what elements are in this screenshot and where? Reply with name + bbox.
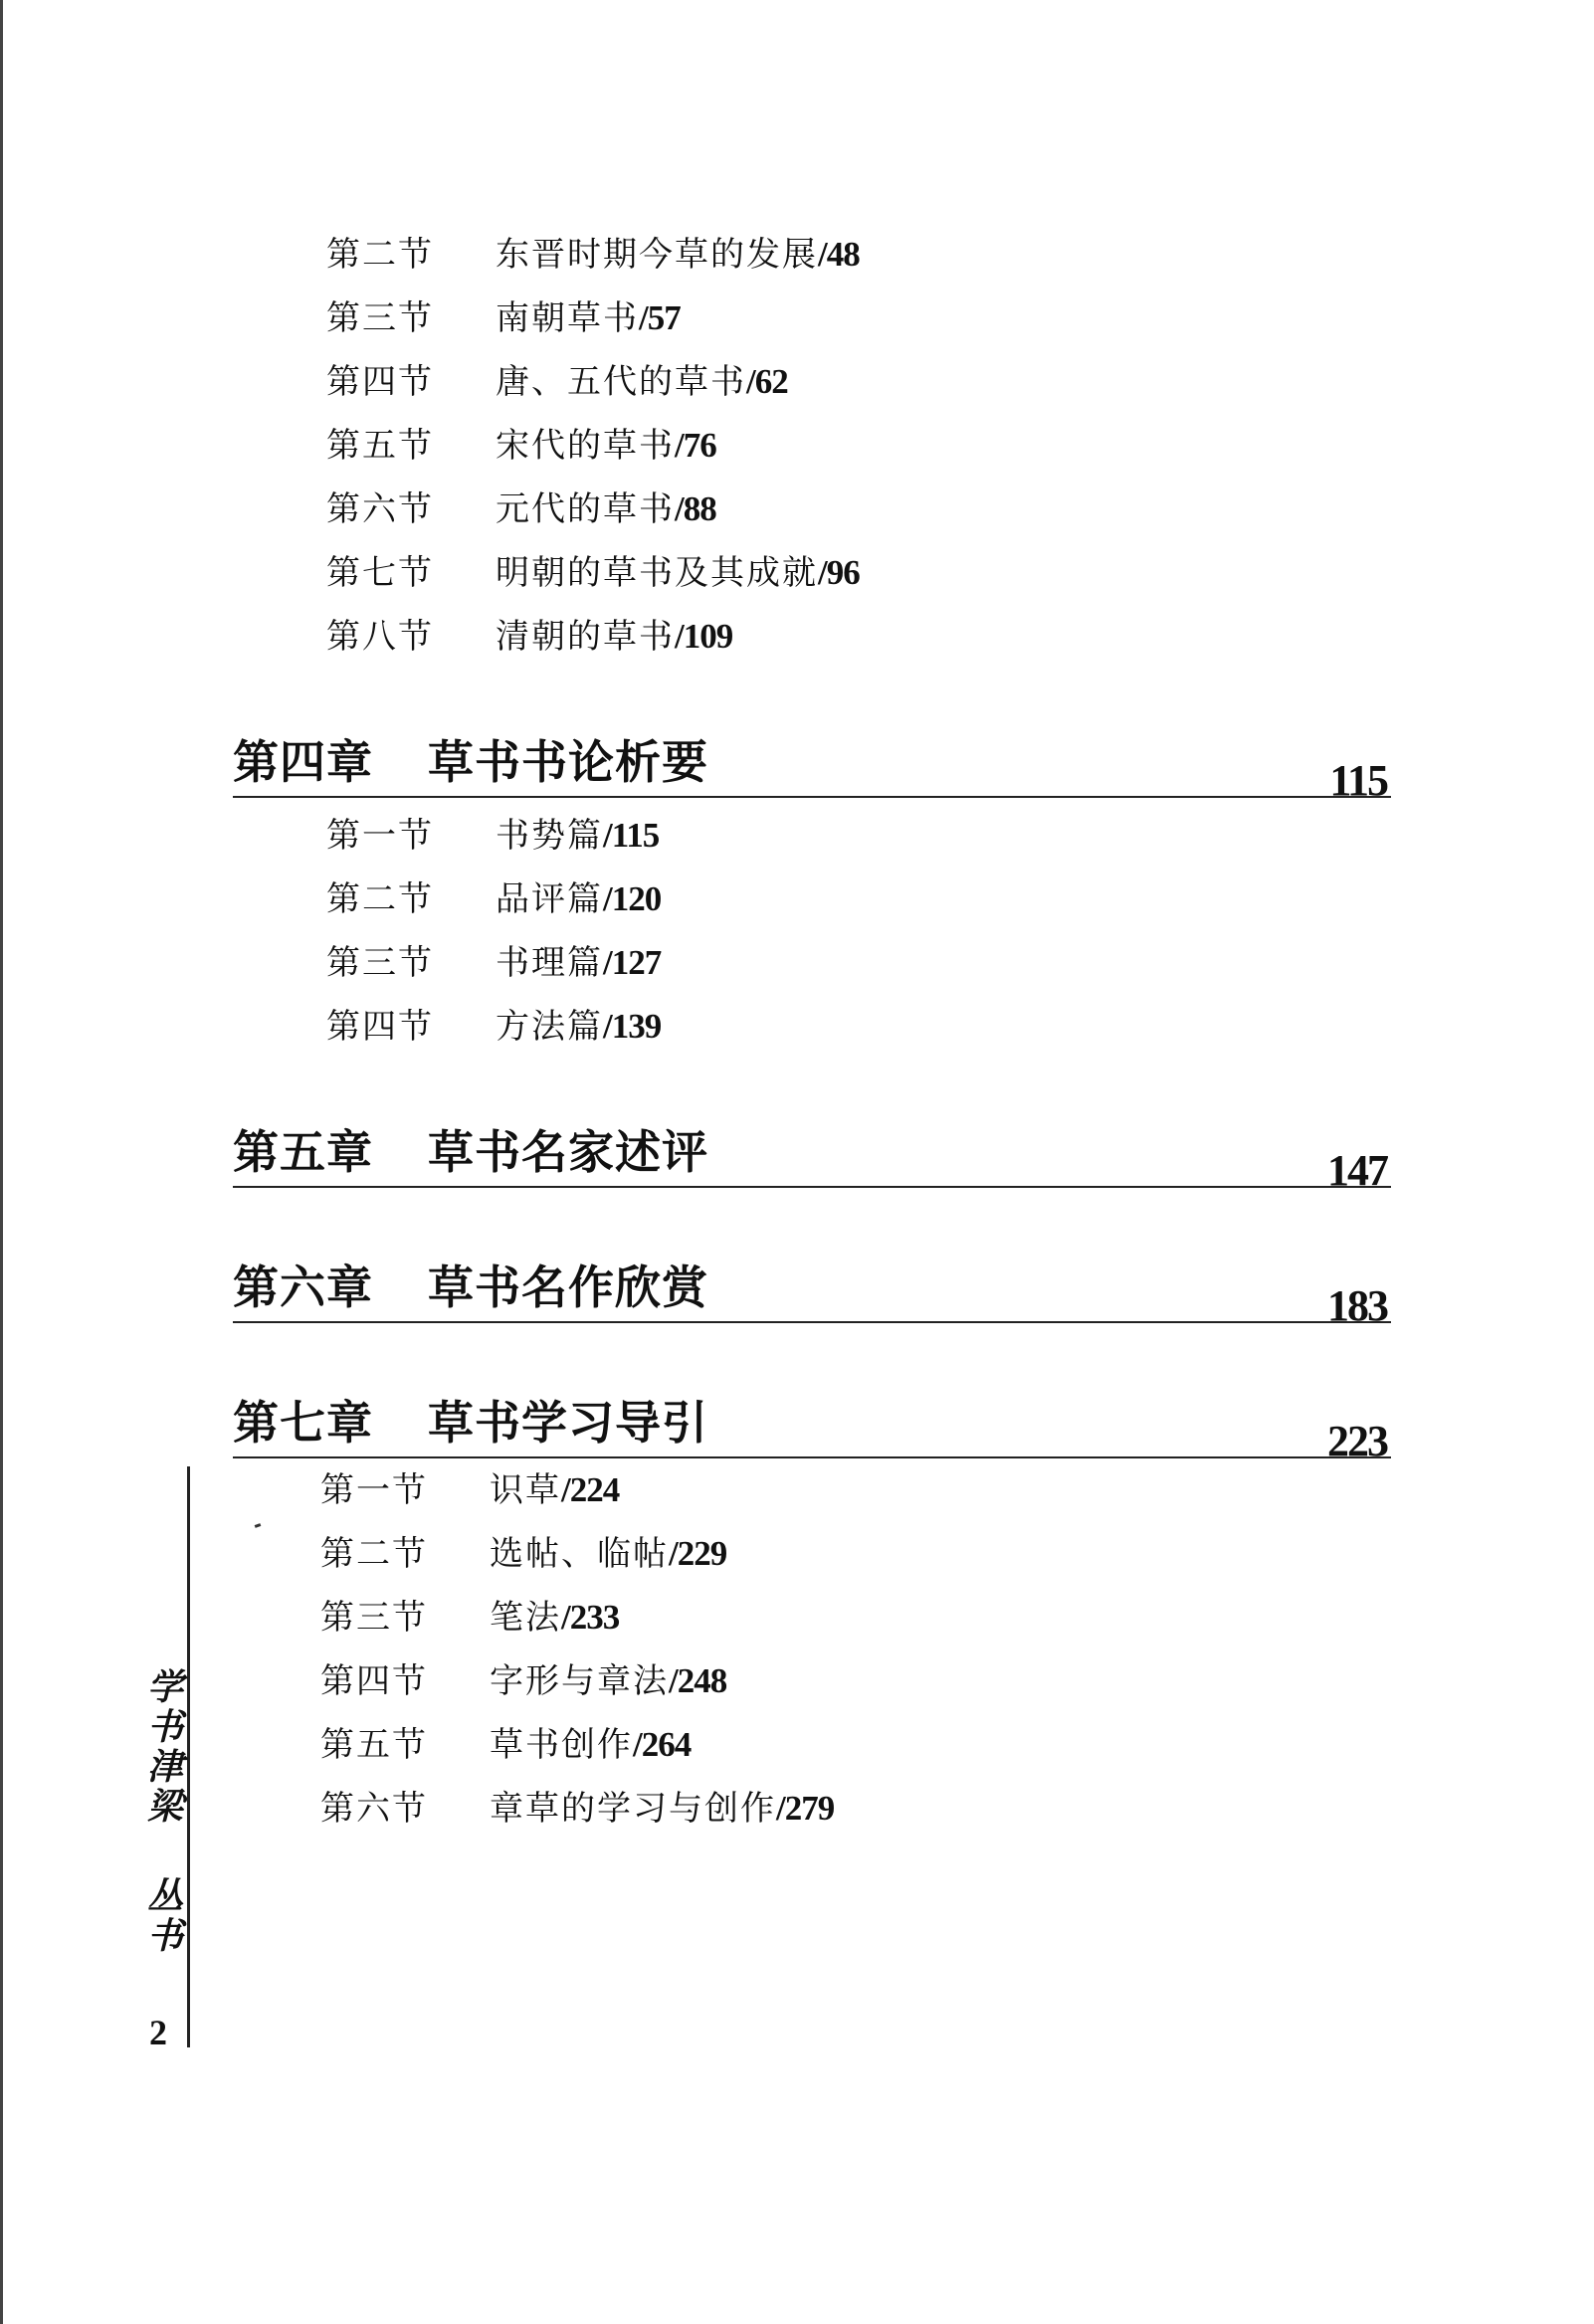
toc-section[interactable]: 第一节 书势篇/115	[326, 816, 660, 856]
chapter-page: 223	[1327, 1417, 1387, 1465]
toc-section[interactable]: 第四节 唐、五代的草书/62	[326, 362, 788, 402]
chapter-number: 第六章	[233, 1260, 373, 1314]
series-title-part2: 丛书	[146, 1875, 183, 1957]
toc-section[interactable]: 第六节 元代的草书/88	[326, 489, 716, 529]
page-number: 2	[149, 2013, 167, 2052]
chapter-title: 草书名家述评	[428, 1125, 708, 1179]
chapter-title: 草书学习导引	[428, 1396, 708, 1450]
chapter-title: 草书书论析要	[428, 735, 708, 789]
toc-chapter-5[interactable]	[233, 1120, 1391, 1195]
toc-section[interactable]: 第五节 草书创作/264	[320, 1725, 692, 1765]
toc-section[interactable]: 第三节 书理篇/127	[326, 943, 662, 983]
toc-section[interactable]: 第三节 笔法/233	[320, 1598, 620, 1638]
toc-section[interactable]: 第一节 识草/224	[320, 1470, 620, 1510]
chapter-page: 183	[1327, 1281, 1387, 1330]
series-title-vertical	[145, 1667, 185, 1956]
chapter-title: 草书名作欣赏	[428, 1260, 708, 1314]
toc-section[interactable]: 第二节 选帖、临帖/229	[320, 1534, 727, 1574]
toc-section[interactable]: 第二节 东晋时期今草的发展/48	[326, 235, 860, 275]
toc-section[interactable]: 第五节 宋代的草书/76	[326, 426, 716, 466]
page-edge	[0, 0, 3, 2324]
toc-section[interactable]: 第七节 明朝的草书及其成就/96	[326, 553, 860, 593]
scan-speck	[255, 1523, 262, 1528]
chapter-page: 147	[1327, 1146, 1387, 1195]
toc-section[interactable]: 第二节 品评篇/120	[326, 879, 662, 919]
chapter-page: 115	[1329, 756, 1387, 805]
toc-chapter-7[interactable]	[233, 1391, 1391, 1465]
chapter-number: 第五章	[233, 1125, 373, 1179]
toc-section[interactable]: 第三节 南朝草书/57	[326, 298, 681, 338]
toc-chapter-4[interactable]	[233, 730, 1391, 805]
toc-section[interactable]: 第八节 清朝的草书/109	[326, 617, 733, 657]
chapter-number: 第七章	[233, 1396, 373, 1450]
toc-section[interactable]: 第六节 章草的学习与创作/279	[320, 1789, 835, 1829]
toc-section[interactable]: 第四节 字形与章法/248	[320, 1661, 727, 1701]
toc-chapter-6[interactable]	[233, 1256, 1391, 1330]
series-title-part1: 学书津梁	[146, 1666, 183, 1828]
chapter-number: 第四章	[233, 735, 373, 789]
toc-section[interactable]: 第四节 方法篇/139	[326, 1007, 662, 1047]
margin-rule	[187, 1466, 190, 2047]
